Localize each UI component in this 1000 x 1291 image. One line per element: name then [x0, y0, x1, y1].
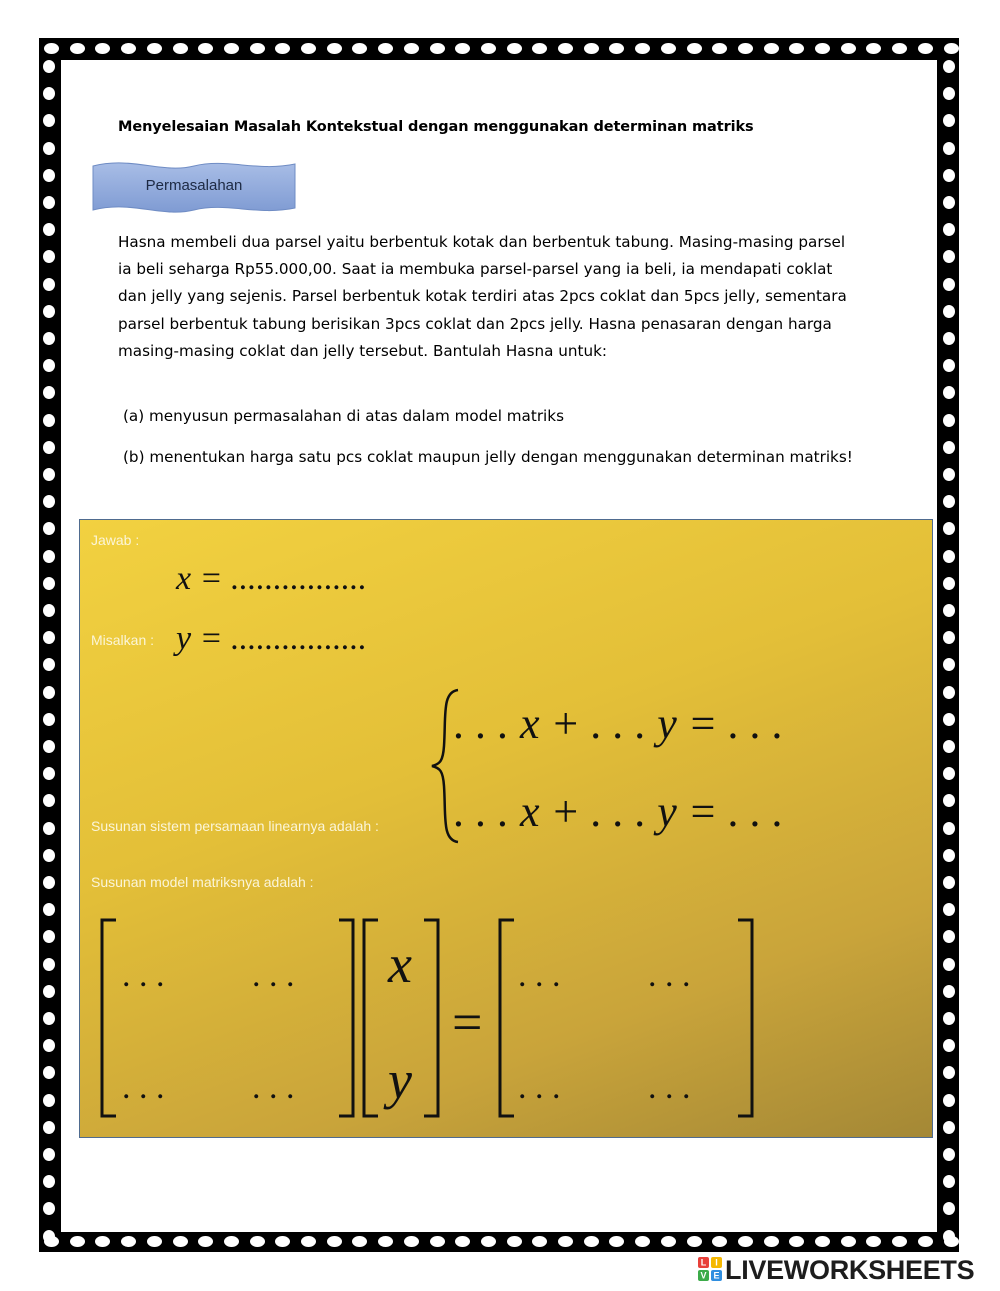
- border-dot: [943, 223, 955, 236]
- result-left-bracket: [500, 920, 514, 1116]
- border-dot: [943, 1094, 955, 1107]
- border-dot: [943, 441, 955, 454]
- coef-cell[interactable]: . . .: [252, 957, 295, 994]
- border-dot: [558, 43, 573, 54]
- equation-1[interactable]: . . . x + . . . y = . . .: [454, 699, 784, 748]
- border-dot: [943, 250, 955, 263]
- vector-x: x: [388, 934, 412, 994]
- jawab-label: Jawab :: [91, 532, 140, 548]
- border-dot: [764, 43, 779, 54]
- border-dot: [95, 43, 110, 54]
- border-dot: [43, 1175, 55, 1188]
- svg-text:V: V: [700, 1270, 707, 1281]
- border-dot: [43, 1039, 55, 1052]
- border-dot: [943, 468, 955, 481]
- border-dot: [147, 1236, 162, 1247]
- border-dot: [943, 1148, 955, 1161]
- border-dot: [943, 794, 955, 807]
- border-dot: [43, 1094, 55, 1107]
- border-dot: [943, 876, 955, 889]
- border-dot: [943, 1039, 955, 1052]
- border-dot: [943, 196, 955, 209]
- border-dot: [43, 849, 55, 862]
- border-dot: [943, 1202, 955, 1215]
- border-dot: [558, 1236, 573, 1247]
- border-dot: [43, 223, 55, 236]
- border-dot: [43, 550, 55, 563]
- svg-text:I: I: [715, 1257, 718, 1268]
- border-dot: [43, 305, 55, 318]
- border-dot: [738, 43, 753, 54]
- border-dot: [481, 1236, 496, 1247]
- border-dot: [943, 87, 955, 100]
- border-dot: [943, 114, 955, 127]
- border-dot: [43, 142, 55, 155]
- task-a: (a) menyusun permasalahan di atas dalam model matriks: [123, 407, 564, 425]
- border-dot: [43, 876, 55, 889]
- border-dot: [327, 1236, 342, 1247]
- border-dot: [70, 43, 85, 54]
- border-dot: [918, 1236, 933, 1247]
- border-dot: [943, 359, 955, 372]
- border-dot: [198, 43, 213, 54]
- border-dot: [43, 1066, 55, 1079]
- border-dot: [198, 1236, 213, 1247]
- border-dot: [815, 43, 830, 54]
- border-dot: [43, 631, 55, 644]
- border-dot: [943, 849, 955, 862]
- border-dot: [892, 43, 907, 54]
- coef-right-bracket: [339, 920, 353, 1116]
- vector-right-bracket: [424, 920, 438, 1116]
- border-dot: [43, 169, 55, 182]
- border-dot: [43, 1012, 55, 1025]
- border-dot: [764, 1236, 779, 1247]
- border-dot: [147, 43, 162, 54]
- border-dot: [43, 604, 55, 617]
- border-dot: [43, 114, 55, 127]
- border-dot: [455, 1236, 470, 1247]
- coef-cell[interactable]: . . .: [122, 957, 165, 994]
- vector-left-bracket: [364, 920, 378, 1116]
- border-dot: [352, 43, 367, 54]
- border-dot: [378, 1236, 393, 1247]
- border-dot: [943, 822, 955, 835]
- border-dot: [43, 1202, 55, 1215]
- border-dot: [943, 930, 955, 943]
- border-dot: [943, 958, 955, 971]
- border-dot: [43, 278, 55, 291]
- border-dot: [173, 1236, 188, 1247]
- border-dot: [430, 1236, 445, 1247]
- border-dot: [43, 87, 55, 100]
- y-definition[interactable]: y = ................: [176, 620, 368, 657]
- border-dot: [173, 43, 188, 54]
- border-dot: [43, 822, 55, 835]
- border-dot: [943, 577, 955, 590]
- border-dot: [301, 1236, 316, 1247]
- svg-text:E: E: [713, 1270, 720, 1281]
- border-dot: [943, 631, 955, 644]
- border-dot: [943, 169, 955, 182]
- border-dot: [584, 43, 599, 54]
- border-dot: [943, 332, 955, 345]
- border-dot: [943, 1230, 955, 1243]
- border-dot: [918, 43, 933, 54]
- matrix-label: Susunan model matriksnya adalah :: [91, 874, 314, 890]
- border-dot: [43, 1230, 55, 1243]
- border-dot: [635, 1236, 650, 1247]
- border-dot: [43, 903, 55, 916]
- border-dot: [250, 43, 265, 54]
- result-cell[interactable]: . . .: [648, 957, 691, 994]
- border-dot: [943, 495, 955, 508]
- border-dot: [635, 43, 650, 54]
- border-dot: [943, 903, 955, 916]
- border-dot: [943, 60, 955, 73]
- border-dot: [43, 522, 55, 535]
- border-dot: [43, 658, 55, 671]
- border-dot: [661, 1236, 676, 1247]
- border-dot: [943, 1175, 955, 1188]
- task-b: (b) menentukan harga satu pcs coklat maupun jelly dengan menggunakan determinan matriks!: [123, 448, 853, 466]
- matrix-equation: [80, 908, 932, 1138]
- border-dot: [892, 1236, 907, 1247]
- border-dot: [301, 43, 316, 54]
- border-dot: [378, 43, 393, 54]
- border-dot: [43, 196, 55, 209]
- border-dot: [661, 43, 676, 54]
- border-dot: [275, 1236, 290, 1247]
- border-dot: [121, 43, 136, 54]
- border-dot: [943, 658, 955, 671]
- answer-box: [79, 519, 933, 1138]
- border-dot: [43, 1148, 55, 1161]
- border-dot: [43, 359, 55, 372]
- border-dot: [712, 43, 727, 54]
- border-dot: [789, 1236, 804, 1247]
- border-dot: [943, 414, 955, 427]
- border-dot: [43, 686, 55, 699]
- border-dot: [404, 1236, 419, 1247]
- liveworksheets-icon: [698, 1257, 722, 1281]
- border-dot: [507, 43, 522, 54]
- liveworksheets-brand: LIVEWORKSHEETS: [725, 1255, 975, 1285]
- border-dot: [327, 43, 342, 54]
- border-dot: [866, 43, 881, 54]
- border-dot: [609, 1236, 624, 1247]
- border-dot: [43, 332, 55, 345]
- border-dot: [95, 1236, 110, 1247]
- border-dot: [43, 767, 55, 780]
- border-dot: [43, 414, 55, 427]
- border-dot: [507, 1236, 522, 1247]
- border-dot: [943, 1066, 955, 1079]
- worksheet-title: Menyelesaian Masalah Kontekstual dengan menggunakan determinan matriks: [118, 119, 754, 135]
- border-dot: [943, 1012, 955, 1025]
- result-right-bracket: [738, 920, 752, 1116]
- border-dot: [43, 930, 55, 943]
- banner-label: Permasalahan: [145, 177, 243, 194]
- border-dot: [43, 1121, 55, 1134]
- border-dot: [43, 441, 55, 454]
- border-dot: [43, 250, 55, 263]
- border-dot: [275, 43, 290, 54]
- border-dot: [532, 43, 547, 54]
- vector-y: y: [388, 1050, 412, 1110]
- border-dot: [943, 767, 955, 780]
- border-dot: [43, 495, 55, 508]
- border-dot: [943, 985, 955, 998]
- border-dot: [712, 1236, 727, 1247]
- border-dot: [430, 43, 445, 54]
- border-dot: [44, 43, 59, 54]
- border-dot: [815, 1236, 830, 1247]
- coef-left-bracket: [102, 920, 116, 1116]
- border-dot: [687, 43, 702, 54]
- border-dot: [404, 43, 419, 54]
- border-dot: [944, 43, 959, 54]
- border-dot: [943, 142, 955, 155]
- border-dot: [943, 1121, 955, 1134]
- svg-text:L: L: [700, 1257, 707, 1268]
- border-dot: [943, 686, 955, 699]
- border-dot: [866, 1236, 881, 1247]
- border-dot: [43, 468, 55, 481]
- border-dot: [789, 43, 804, 54]
- result-cell[interactable]: . . .: [518, 1069, 561, 1106]
- border-dot: [687, 1236, 702, 1247]
- border-dot: [943, 550, 955, 563]
- border-dot: [43, 386, 55, 399]
- border-dot: [43, 740, 55, 753]
- border-dot: [43, 794, 55, 807]
- border-dot: [943, 386, 955, 399]
- border-dot: [943, 740, 955, 753]
- border-dot: [70, 1236, 85, 1247]
- border-dot: [43, 60, 55, 73]
- border-dot: [841, 1236, 856, 1247]
- coef-cell[interactable]: . . .: [122, 1069, 165, 1106]
- border-dot: [943, 604, 955, 617]
- misalkan-label: Misalkan :: [91, 632, 155, 648]
- border-dot: [43, 985, 55, 998]
- result-cell[interactable]: . . .: [648, 1069, 691, 1106]
- border-dot: [121, 1236, 136, 1247]
- result-cell[interactable]: . . .: [518, 957, 561, 994]
- border-dot: [43, 713, 55, 726]
- border-dot: [584, 1236, 599, 1247]
- border-dot: [532, 1236, 547, 1247]
- border-dot: [250, 1236, 265, 1247]
- coef-cell[interactable]: . . .: [252, 1069, 295, 1106]
- system-label: Susunan sistem persamaan linearnya adalah :: [91, 818, 379, 834]
- problem-paragraph: Hasna membeli dua parsel yaitu berbentuk kotak dan berbentuk tabung. Masing-masing parsel ia beli seharga Rp55.000,00. Saat ia membuka parsel-parsel yang ia beli, ia mendapati coklat dan jelly yang sejenis. Parsel berbentuk kotak terdiri atas 2pcs coklat dan 5pcs jelly, sementara parsel berbentuk tabung berisikan 3pcs coklat dan 2pcs jelly. Hasna penasaran dengan harga masing-masing coklat dan jelly tersebut. Bantulah Hasna untuk:: [118, 233, 847, 360]
- border-dot: [455, 43, 470, 54]
- border-dot: [481, 43, 496, 54]
- border-dot: [841, 43, 856, 54]
- border-dot: [609, 43, 624, 54]
- border-dot: [224, 43, 239, 54]
- border-dot: [43, 577, 55, 590]
- border-dot: [738, 1236, 753, 1247]
- border-dot: [943, 713, 955, 726]
- border-dot: [943, 278, 955, 291]
- border-dot: [943, 305, 955, 318]
- permasalahan-banner: [92, 160, 296, 216]
- border-dot: [43, 958, 55, 971]
- x-definition[interactable]: x = ................: [176, 560, 368, 597]
- border-dot: [352, 1236, 367, 1247]
- equation-2[interactable]: . . . x + . . . y = . . .: [454, 787, 784, 836]
- equals-sign: =: [452, 992, 483, 1052]
- border-dot: [224, 1236, 239, 1247]
- border-dot: [943, 522, 955, 535]
